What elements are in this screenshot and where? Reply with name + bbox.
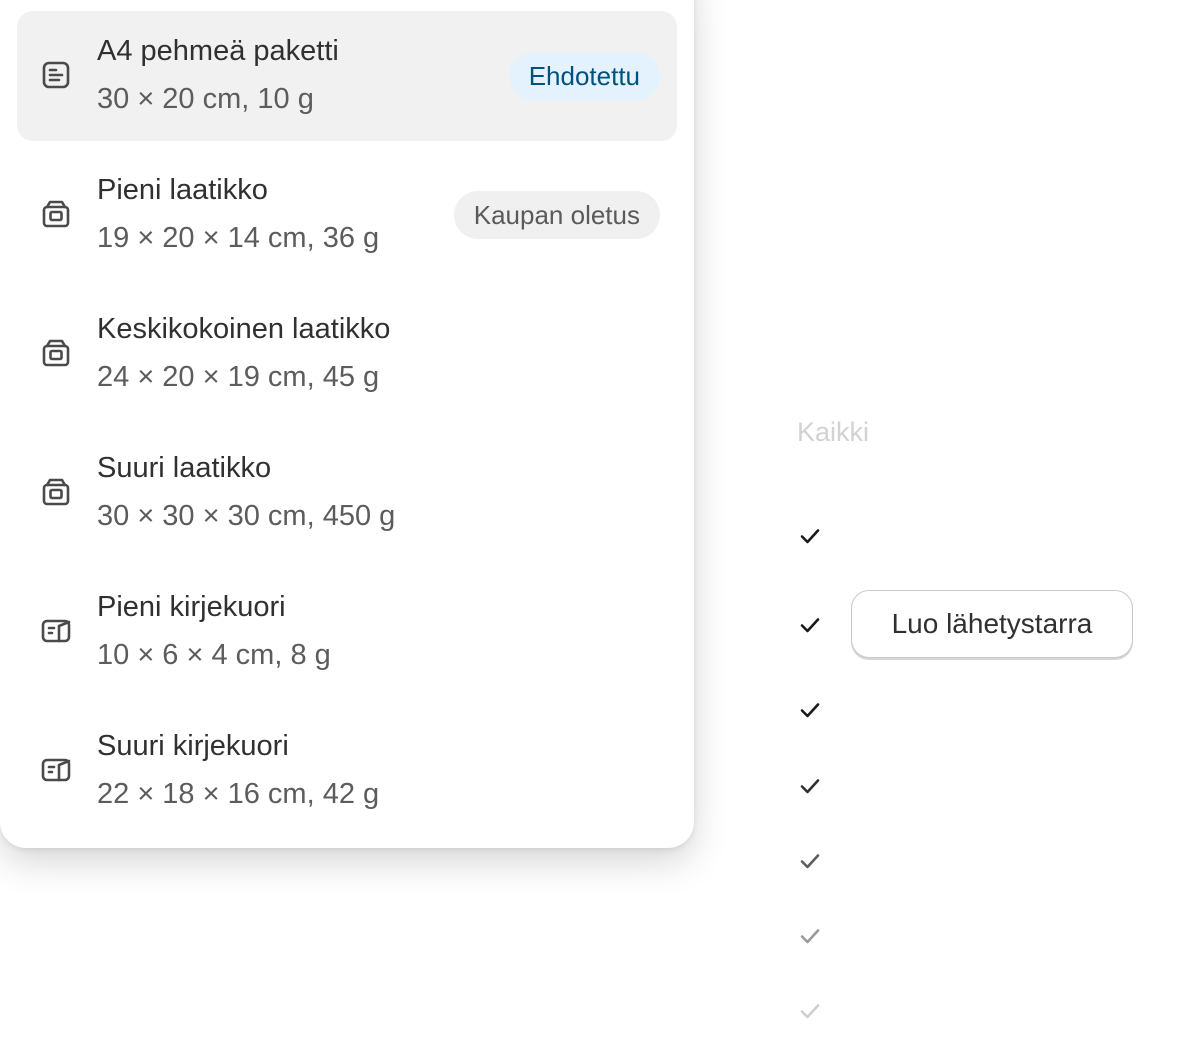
box-icon (39, 475, 73, 509)
envelope-icon (39, 753, 73, 787)
suggested-badge: Ehdotettu (509, 52, 660, 100)
envelope-icon (39, 614, 73, 648)
package-option-dimensions: 22 × 18 × 16 cm, 42 g (97, 778, 380, 810)
checkmark-icon (798, 999, 822, 1023)
package-option-list (17, 11, 677, 845)
package-option-dimensions: 19 × 20 × 14 cm, 36 g (97, 222, 380, 254)
package-option-name: Pieni laatikko (97, 174, 268, 206)
package-option[interactable] (17, 289, 677, 419)
package-option-dimensions: 30 × 20 cm, 10 g (97, 83, 314, 115)
checkmark-icon (798, 698, 822, 722)
store-default-badge: Kaupan oletus (454, 191, 660, 239)
package-option-dimensions: 10 × 6 × 4 cm, 8 g (97, 639, 331, 671)
box-icon (39, 336, 73, 370)
package-option[interactable] (17, 567, 677, 697)
package-option[interactable] (17, 706, 677, 836)
soft-package-icon (39, 58, 73, 92)
box-icon (39, 197, 73, 231)
package-option[interactable] (17, 150, 677, 280)
checkmark-icon (798, 524, 822, 548)
checkmark-icon (798, 924, 822, 948)
filter-label-all[interactable]: Kaikki (797, 417, 870, 447)
package-option[interactable] (17, 11, 677, 141)
package-option-dimensions: 30 × 30 × 30 cm, 450 g (97, 500, 396, 532)
package-option-name: Suuri laatikko (97, 452, 272, 484)
checkmark-icon (798, 774, 822, 798)
package-option-name: Keskikokoinen laatikko (97, 313, 391, 345)
package-option[interactable] (17, 428, 677, 558)
checkmark-icon (798, 613, 822, 637)
package-option-dimensions: 24 × 20 × 19 cm, 45 g (97, 361, 380, 393)
package-option-name: Suuri kirjekuori (97, 730, 289, 762)
package-dropdown (0, 0, 694, 848)
checkmark-icon (798, 849, 822, 873)
package-option-name: A4 pehmeä paketti (97, 35, 339, 67)
package-option-name: Pieni kirjekuori (97, 591, 286, 623)
create-shipping-label-button[interactable]: Luo lähetystarra (851, 590, 1133, 658)
